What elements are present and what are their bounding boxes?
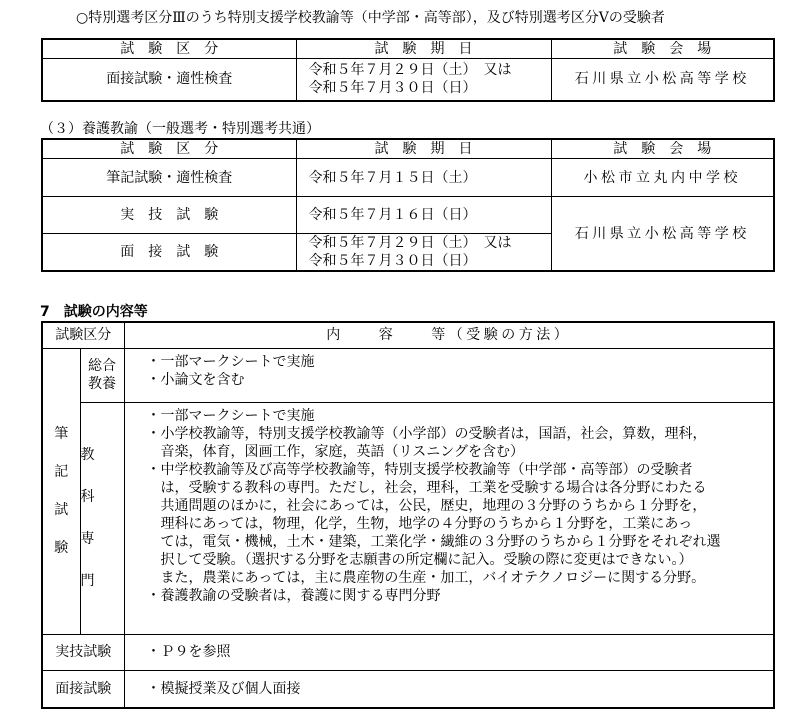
table-row [42, 197, 774, 234]
date-cell: 令和５年７月１６日（日） [296, 197, 551, 234]
col-header-date: 試 験 期 日 [296, 39, 551, 59]
date-cell: 令和５年７月１５日（土） [296, 159, 551, 197]
table-row [42, 348, 774, 402]
label-char: 教 [80, 447, 95, 463]
written-exam-label [42, 348, 80, 634]
content-line: ・養護教諭の受験者は，養護に関する専門分野 [146, 587, 441, 604]
section2-table [41, 138, 775, 272]
content-line: また，農業にあっては，主に農産物の生産・加工，バイオテクノロジーに関する分野。 [160, 569, 706, 586]
date-line-1: 令和５年７月２９日（土） 又は [308, 62, 512, 79]
label-char: 記 [54, 464, 69, 480]
table-row [42, 670, 774, 708]
table-row [42, 634, 774, 670]
col-header-category: 試験区分 [42, 322, 124, 348]
col-header-exam: 試 験 区 分 [42, 39, 296, 59]
content-line: 択して受験。（選択する分野を志願書の所定欄に記入。受験の際に変更はできない。） [160, 551, 693, 568]
interview-label: 面接試験 [42, 670, 124, 708]
practical-content: ・Ｐ９を参照 [124, 634, 774, 670]
date-cell [296, 59, 551, 101]
exam-cell: 実 技 試 験 [42, 197, 296, 234]
content-line: 共通問題のほかに，社会にあっては，公民，歴史，地理の３分野のうちから１分野を， [160, 497, 707, 514]
content-line: ・一部マークシートで実施 [146, 407, 315, 424]
col-header-exam: 試 験 区 分 [42, 139, 296, 159]
section3-table [41, 321, 775, 709]
table-row [42, 159, 774, 197]
label-char: 科 [80, 489, 95, 505]
col-header-content: 内 容 等（受験の方法） [124, 322, 774, 348]
col-header-date: 試 験 期 日 [296, 139, 551, 159]
general-label [80, 348, 124, 402]
table-header-row [42, 322, 774, 348]
date-line-1: 令和５年７月２９日（土） 又は [308, 235, 512, 251]
subject-label [80, 402, 124, 634]
content-line: ・小学校教諭等，特別支援学校教諭等（小学部）の受験者は，国語，社会，算数，理科， [146, 425, 707, 442]
exam-cell: 面 接 試 験 [42, 234, 296, 272]
col-header-venue: 試 験 会 場 [551, 139, 774, 159]
table-header-row [42, 39, 774, 59]
col-header-venue: 試 験 会 場 [551, 39, 774, 59]
general-content [124, 348, 774, 402]
interview-content: ・模擬授業及び個人面接 [124, 670, 774, 708]
content-line: ・中学校教諭等及び高等学校教諭等，特別支援学校教諭等（中学部・高等部）の受験者 [146, 461, 693, 478]
date-line-2: 令和５年７月３０日（日） [308, 253, 477, 269]
exam-cell: 筆記試験・適性検査 [42, 159, 296, 197]
label-char: 試 [54, 502, 69, 518]
table-row [42, 59, 774, 101]
content-line: ては，電気・機械，土木・建築，工業化学・繊維の３分野のうちから１分野をそれぞれ選 [160, 533, 721, 550]
content-line: 音楽，体育，図画工作，家庭，英語（リスニングを含む） [160, 443, 524, 460]
table-row [42, 402, 774, 634]
label-char: 専 [80, 531, 95, 547]
section3-heading: 7 試験の内容等 [40, 304, 148, 320]
label-char: 門 [80, 573, 95, 589]
date-line-2: 令和５年７月３０日（日） [308, 80, 477, 97]
section2-heading: （３）養護教諭（一般選考・特別選考共通） [40, 121, 320, 137]
shared-venue-cell: 石川県立小松高等学校 [551, 197, 774, 272]
content-line: は，受験する教科の専門。ただし，社会，理科，工業を受験する場合は各分野にわたる [160, 479, 707, 496]
section1-table [41, 38, 775, 102]
exam-cell: 面接試験・適性検査 [42, 59, 296, 101]
label-line: 教養 [88, 376, 116, 392]
content-line: ・一部マークシートで実施 [146, 353, 315, 370]
label-line: 総合 [88, 358, 116, 374]
date-cell [296, 234, 551, 272]
table-header-row [42, 139, 774, 159]
section1-heading: ○特別選考区分Ⅲのうち特別支援学校教諭等（中学部・高等部），及び特別選考区分Ⅴの受験者 [76, 10, 665, 26]
venue-cell: 石川県立小松高等学校 [551, 59, 774, 101]
venue-cell: 小松市立丸内中学校 [551, 159, 774, 197]
label-char: 筆 [54, 426, 69, 442]
label-char: 験 [54, 540, 69, 556]
practical-label: 実技試験 [42, 634, 124, 670]
subject-content [124, 402, 774, 634]
content-line: 理科にあっては，物理，化学，生物，地学の４分野のうちから１分野を，工業にあっ [160, 515, 693, 532]
content-line: ・小論文を含む [146, 371, 245, 388]
